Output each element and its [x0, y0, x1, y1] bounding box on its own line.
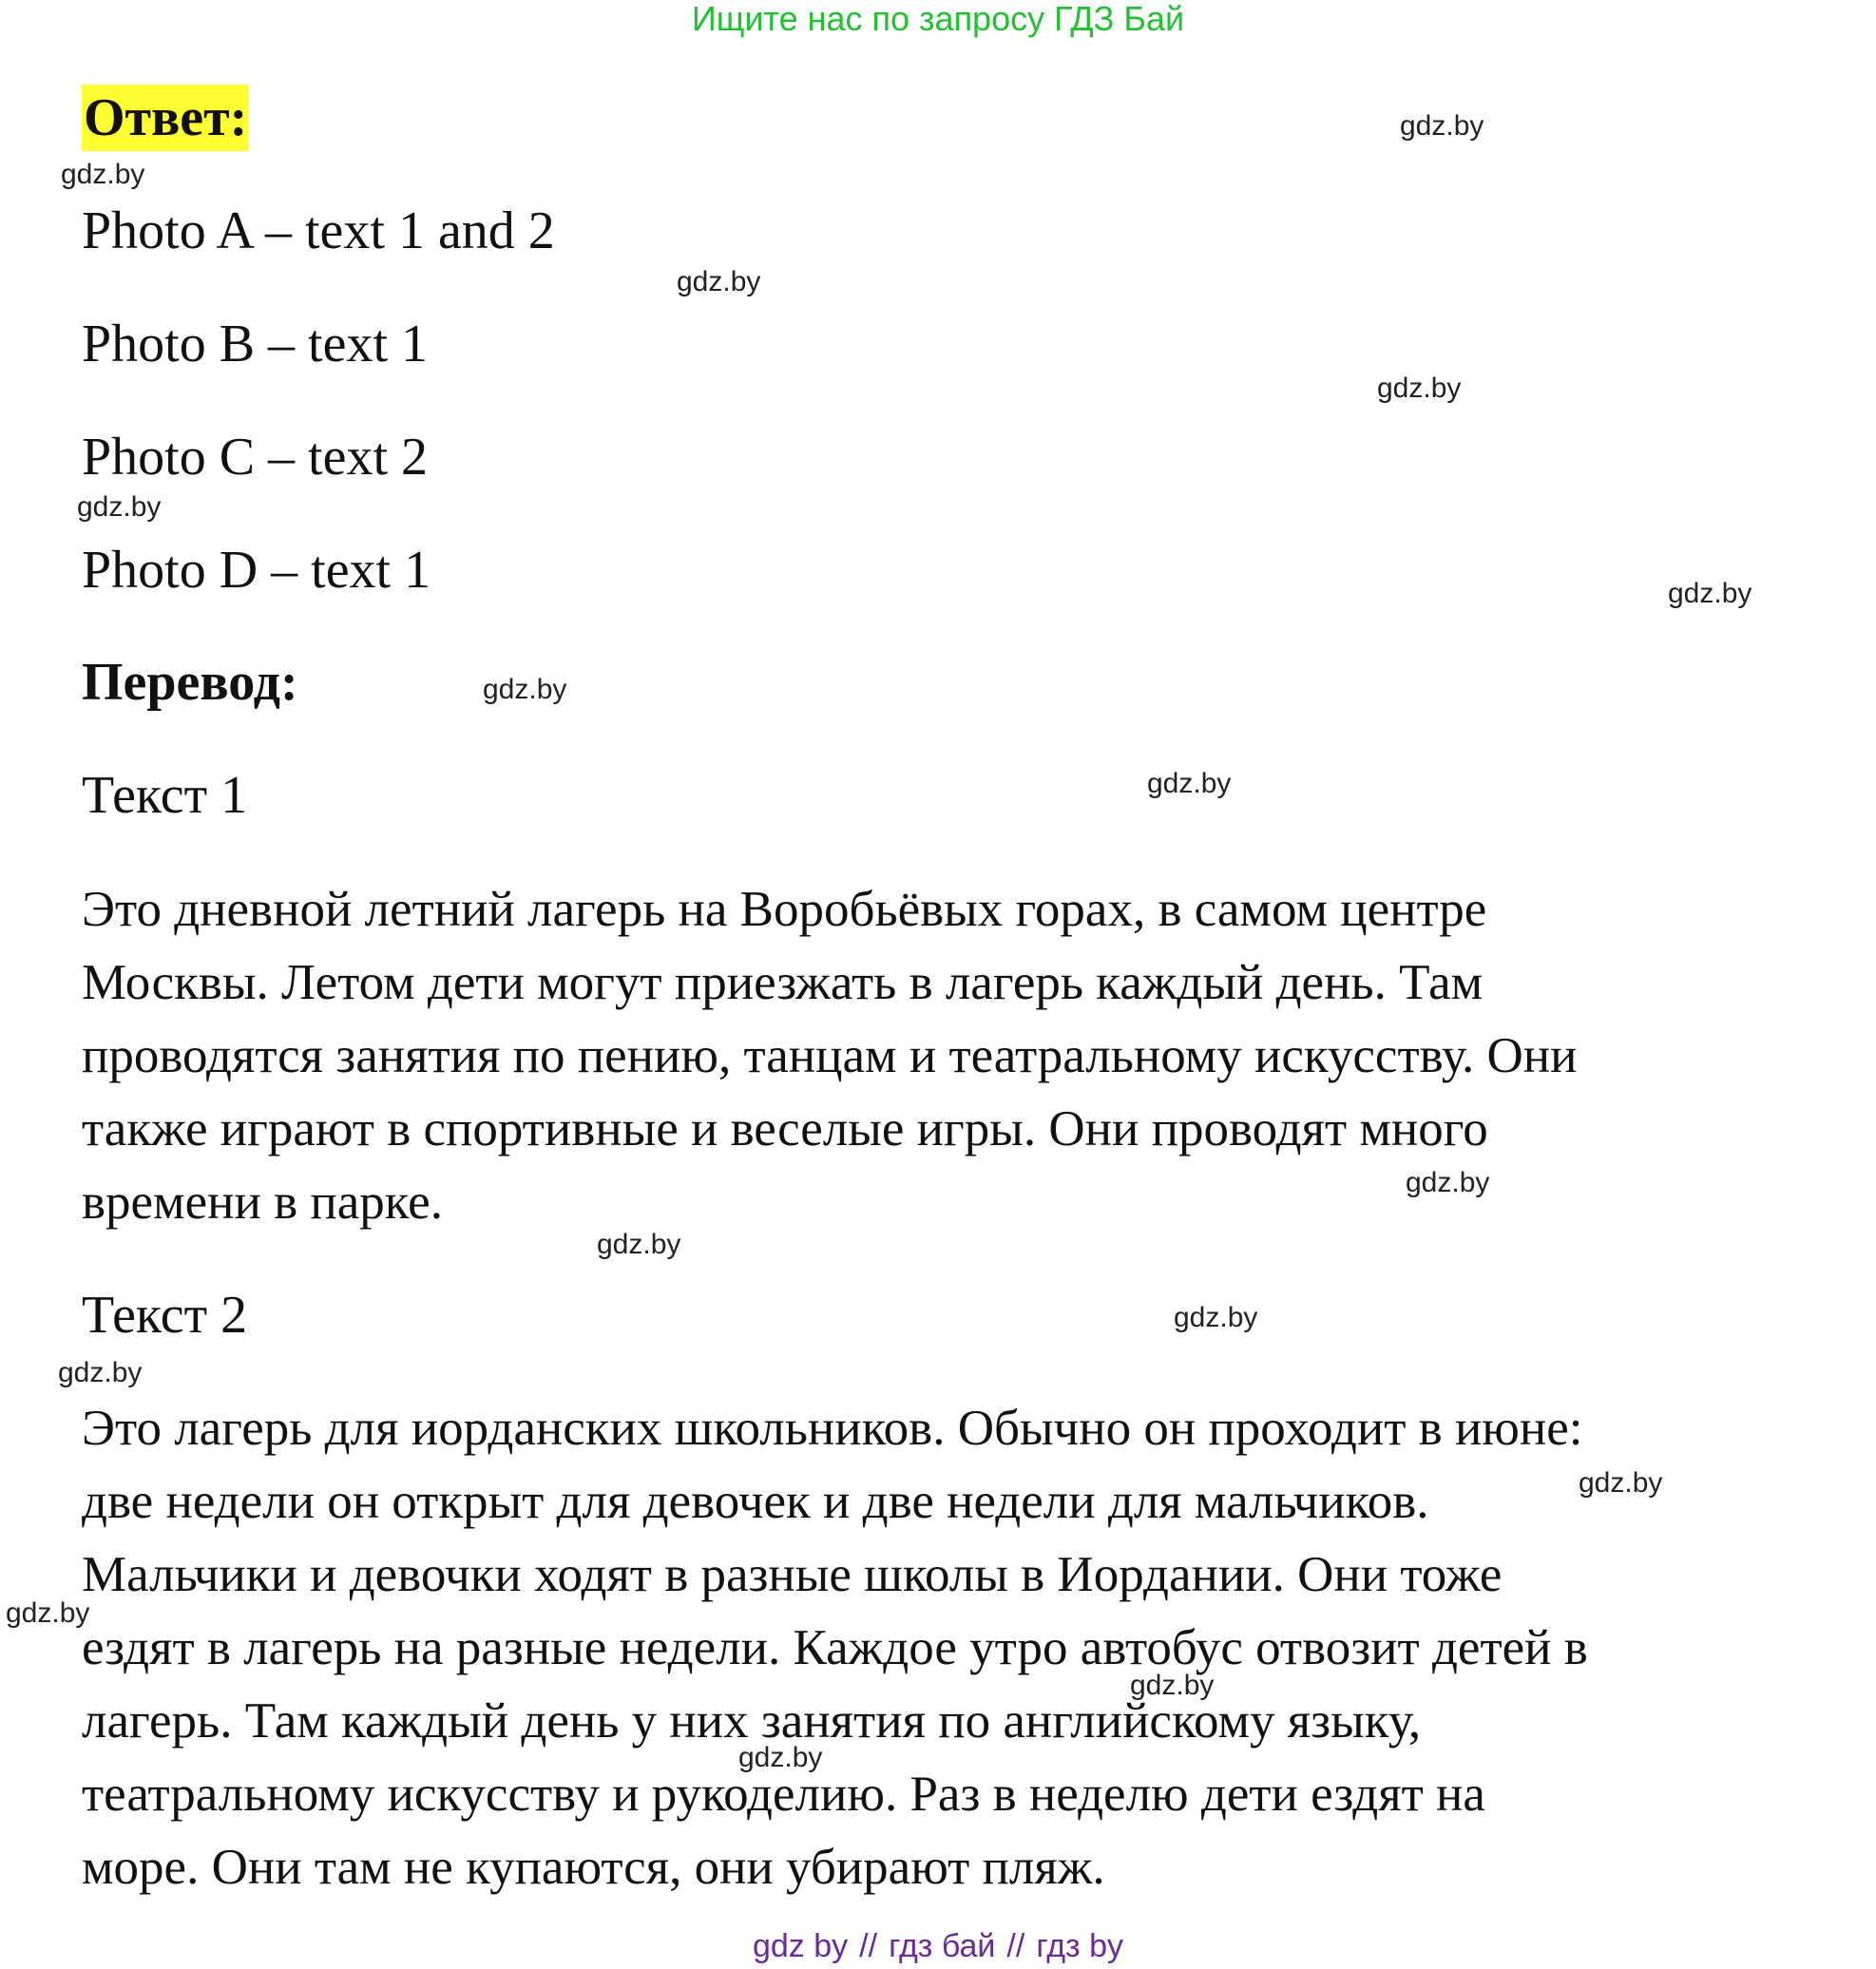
search-banner: Ищите нас по запросу ГДЗ Бай [691, 0, 1185, 38]
answer-line-photo-b: Photo B – text 1 [82, 315, 429, 373]
watermark: gdz.by [597, 1229, 681, 1260]
text2-line: лагерь. Там каждый день у них занятия по английскому языку, [82, 1693, 1422, 1749]
footer-separator: // [1006, 1928, 1025, 1964]
watermark: gdz.by [1406, 1167, 1490, 1198]
text1-line: Москвы. Летом дети могут приезжать в лагерь каждый день. Там [82, 955, 1484, 1010]
watermark: gdz.by [1579, 1467, 1663, 1499]
text1-line: Это дневной летний лагерь на Воробьёвых горах, в самом центре [82, 882, 1487, 937]
watermark: gdz.by [58, 1357, 143, 1388]
text1-line: проводятся занятия по пению, танцам и театральному искусству. Они [82, 1028, 1578, 1083]
watermark: gdz.by [1147, 768, 1232, 799]
watermark: gdz.by [77, 491, 162, 523]
text2-paragraph [82, 1392, 1811, 1904]
footer-item: гдз бай [889, 1928, 996, 1964]
translation-heading: Перевод: [82, 653, 298, 712]
watermark: gdz.by [61, 159, 145, 190]
watermark: gdz.by [738, 1742, 823, 1773]
watermark: gdz.by [677, 266, 761, 297]
text2-line: Это лагерь для иорданских школьников. Обычно он проходит в июне: [82, 1401, 1583, 1456]
watermark: gdz.by [6, 1597, 90, 1629]
watermark: gdz.by [483, 674, 567, 705]
text2-line: Мальчики и девочки ходят в разные школы в Иордании. Они тоже [82, 1547, 1503, 1602]
text1-paragraph [82, 873, 1811, 1239]
text2-line: ездят в лагерь на разные недели. Каждое утро автобус отвозит детей в [82, 1620, 1588, 1675]
text1-line: также играют в спортивные и веселые игры. Они проводят много [82, 1101, 1488, 1157]
footer-item: гдз by [1036, 1928, 1123, 1964]
footer-links [0, 1927, 1876, 1965]
text2-line: две недели он открыт для девочек и две недели для мальчиков. [82, 1474, 1429, 1529]
watermark: gdz.by [1668, 578, 1752, 609]
text2-line: театральному искусству и рукоделию. Раз в неделю дети ездят на [82, 1767, 1485, 1822]
watermark: gdz.by [1377, 373, 1462, 404]
answer-heading: Ответ: [82, 85, 249, 151]
footer-item: gdz by [752, 1928, 849, 1964]
footer-separator: // [859, 1928, 878, 1964]
answer-line-photo-d: Photo D – text 1 [82, 541, 431, 600]
answer-line-photo-c: Photo C – text 2 [82, 428, 429, 487]
text2-line: море. Они там не купаются, они убирают пляж. [82, 1840, 1105, 1895]
watermark: gdz.by [1174, 1302, 1258, 1333]
text1-line: времени в парке. [82, 1175, 443, 1230]
watermark: gdz.by [1400, 110, 1484, 142]
watermark: gdz.by [1130, 1670, 1215, 1701]
answer-line-photo-a: Photo A – text 1 and 2 [82, 201, 555, 260]
text1-title: Текст 1 [82, 766, 248, 825]
text2-title: Текст 2 [82, 1286, 248, 1345]
